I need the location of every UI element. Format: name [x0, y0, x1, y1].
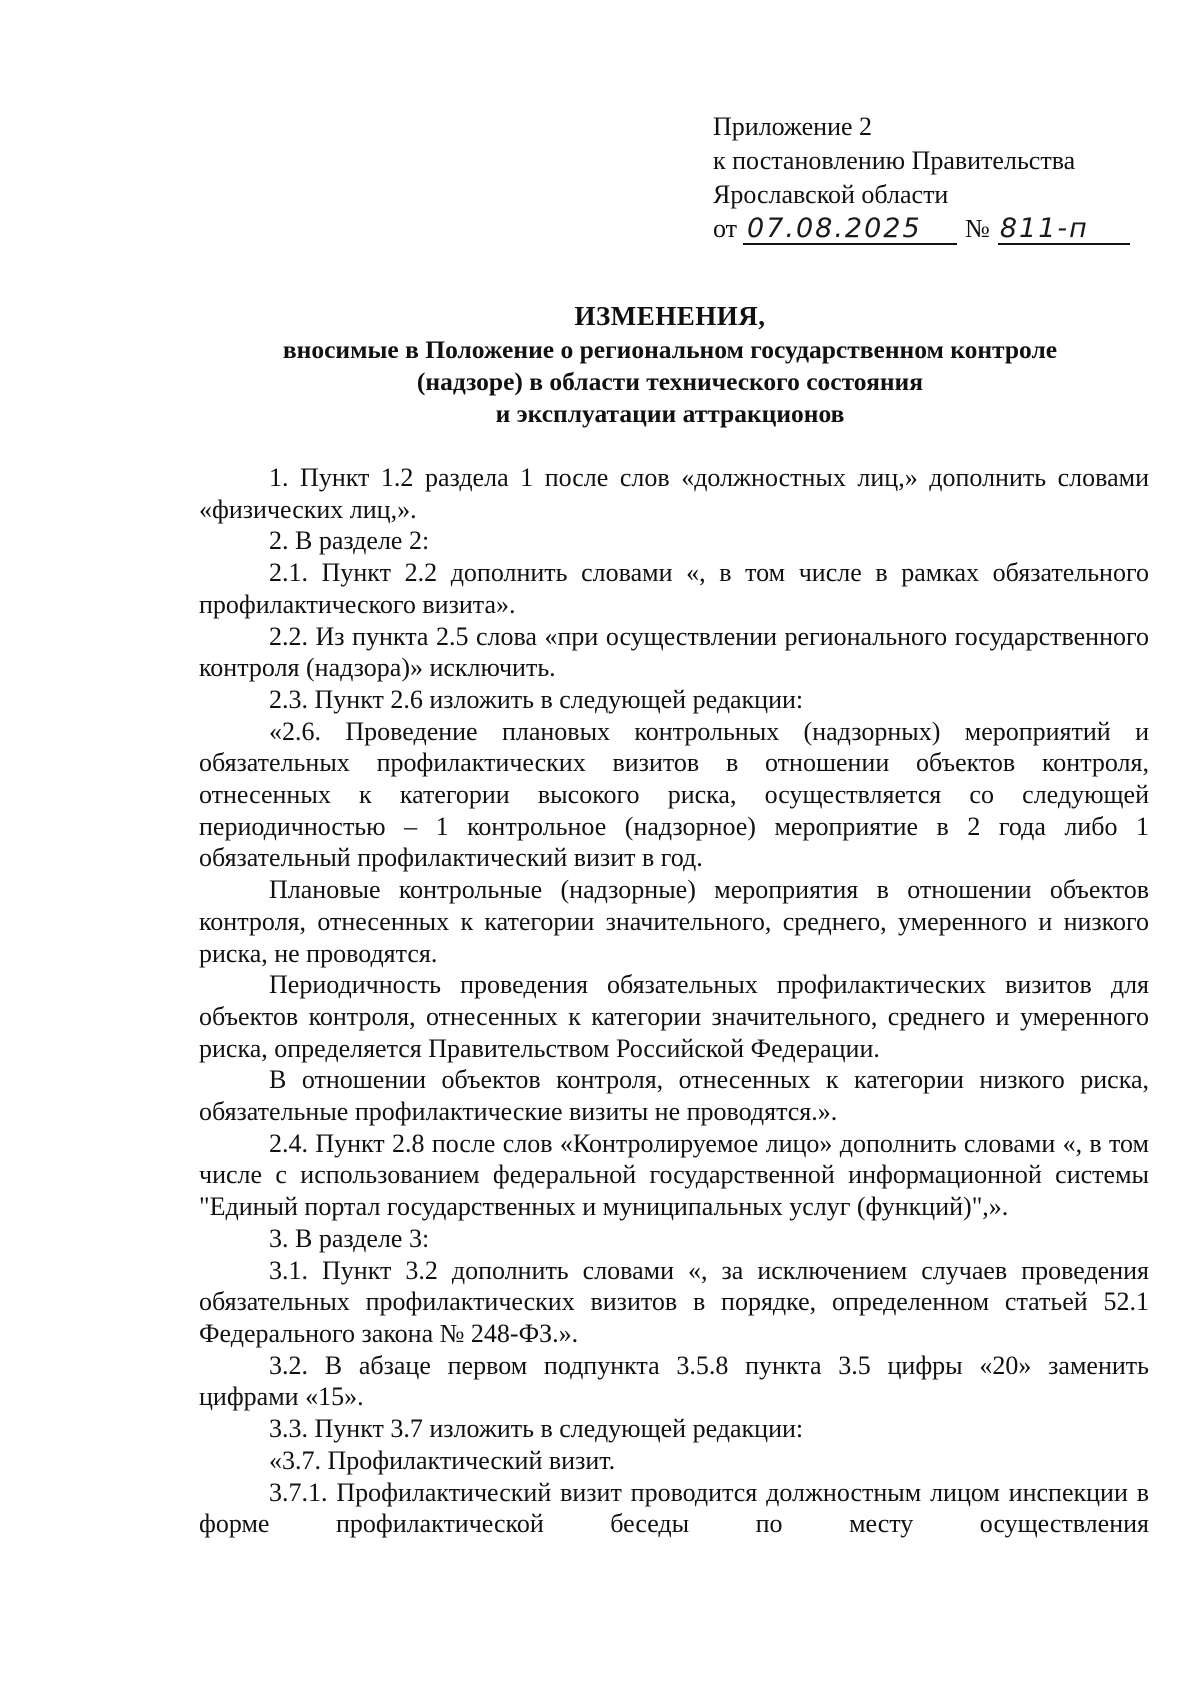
paragraph-2-4: 2.4. Пункт 2.8 после слов «Контролируемое лицо» дополнить словами «, в том числе с использованием федеральной государственной информационной системы "Единый портал государственных и муниципальных услуг (функций)",». [199, 1128, 1149, 1222]
paragraph-2-2: 2.2. Из пункта 2.5 слова «при осуществлении регионального государственного контроля (надзора)» исключить. [199, 621, 1149, 683]
number-sign: № [965, 214, 990, 243]
paragraph-3-7: «3.7. Профилактический визит. [269, 1445, 616, 1475]
appendix-block [713, 110, 1130, 246]
paragraph-2: 2. В разделе 2: [269, 526, 430, 556]
paragraph-periodicity: Периодичность проведения обязательных профилактических визитов для объектов контроля, отнесенных к категории значительного, среднего и умеренного риска, определяется Правительством Российской Федерации. [199, 970, 1149, 1063]
date-prefix: от [713, 214, 738, 243]
paragraph-2-1: 2.1. Пункт 2.2 дополнить словами «, в том числе в рамках обязательного профилактического визита». [199, 558, 1149, 619]
title-line-1: вносимые в Положение о региональном государственном контроле [282, 335, 1058, 364]
date-number-line [713, 212, 1130, 246]
paragraph-1: 1. Пункт 1.2 раздела 1 после слов «должностных лиц,» дополнить словами «физических лиц,». [199, 463, 1149, 524]
paragraph-3: 3. В разделе 3: [269, 1223, 430, 1253]
handwritten-number: 811-п [998, 215, 1130, 245]
paragraph-3-3: 3.3. Пункт 3.7 изложить в следующей редакции: [269, 1414, 804, 1444]
paragraph-3-1: 3.1. Пункт 3.2 дополнить словами «, за исключением случаев проведения обязательных профилактических визитов в порядке, определенном статьей 52.1 Федерального закона № 248-ФЗ.». [199, 1255, 1149, 1348]
handwritten-date: 07.08.2025 [743, 215, 957, 245]
resolution-reference: к постановлению Правительства [713, 146, 1076, 175]
document-title [200, 300, 1140, 430]
paragraph-2-3: 2.3. Пункт 2.6 изложить в следующей редакции: [269, 684, 804, 714]
title-line-2: (надзоре) в области технического состояния [416, 367, 924, 396]
paragraph-3-7-1: 3.7.1. Профилактический визит проводится должностным лицом инспекции в форме профилактической беседы по месту осуществления [199, 1477, 1149, 1539]
appendix-label: Приложение 2 [713, 112, 873, 141]
document-body [199, 462, 1149, 1540]
paragraph-planned-events: Плановые контрольные (надзорные) мероприятия в отношении объектов контроля, отнесенных к категории значительного, среднего, умеренного и низкого риска, не проводятся. [199, 875, 1149, 968]
region-name: Ярославской области [713, 180, 949, 209]
title-line-3: и эксплуатации аттракционов [495, 399, 845, 428]
paragraph-2-6-new: «2.6. Проведение плановых контрольных (надзорных) мероприятий и обязательных профилактических визитов в отношении объектов контроля, отнесенных к категории высокого риска, осуществляется со следующей периодичностью – 1 контрольное (надзорное) мероприятие в 2 года либо 1 обязательный профилактический визит в год. [199, 716, 1149, 873]
paragraph-3-2: 3.2. В абзаце первом подпункта 3.5.8 пункта 3.5 цифры «20» заменить цифрами «15». [199, 1350, 1149, 1412]
paragraph-low-risk: В отношении объектов контроля, отнесенных к категории низкого риска, обязательные профилактические визиты не проводятся.». [199, 1065, 1149, 1127]
title-heading: ИЗМЕНЕНИЯ, [574, 301, 766, 331]
